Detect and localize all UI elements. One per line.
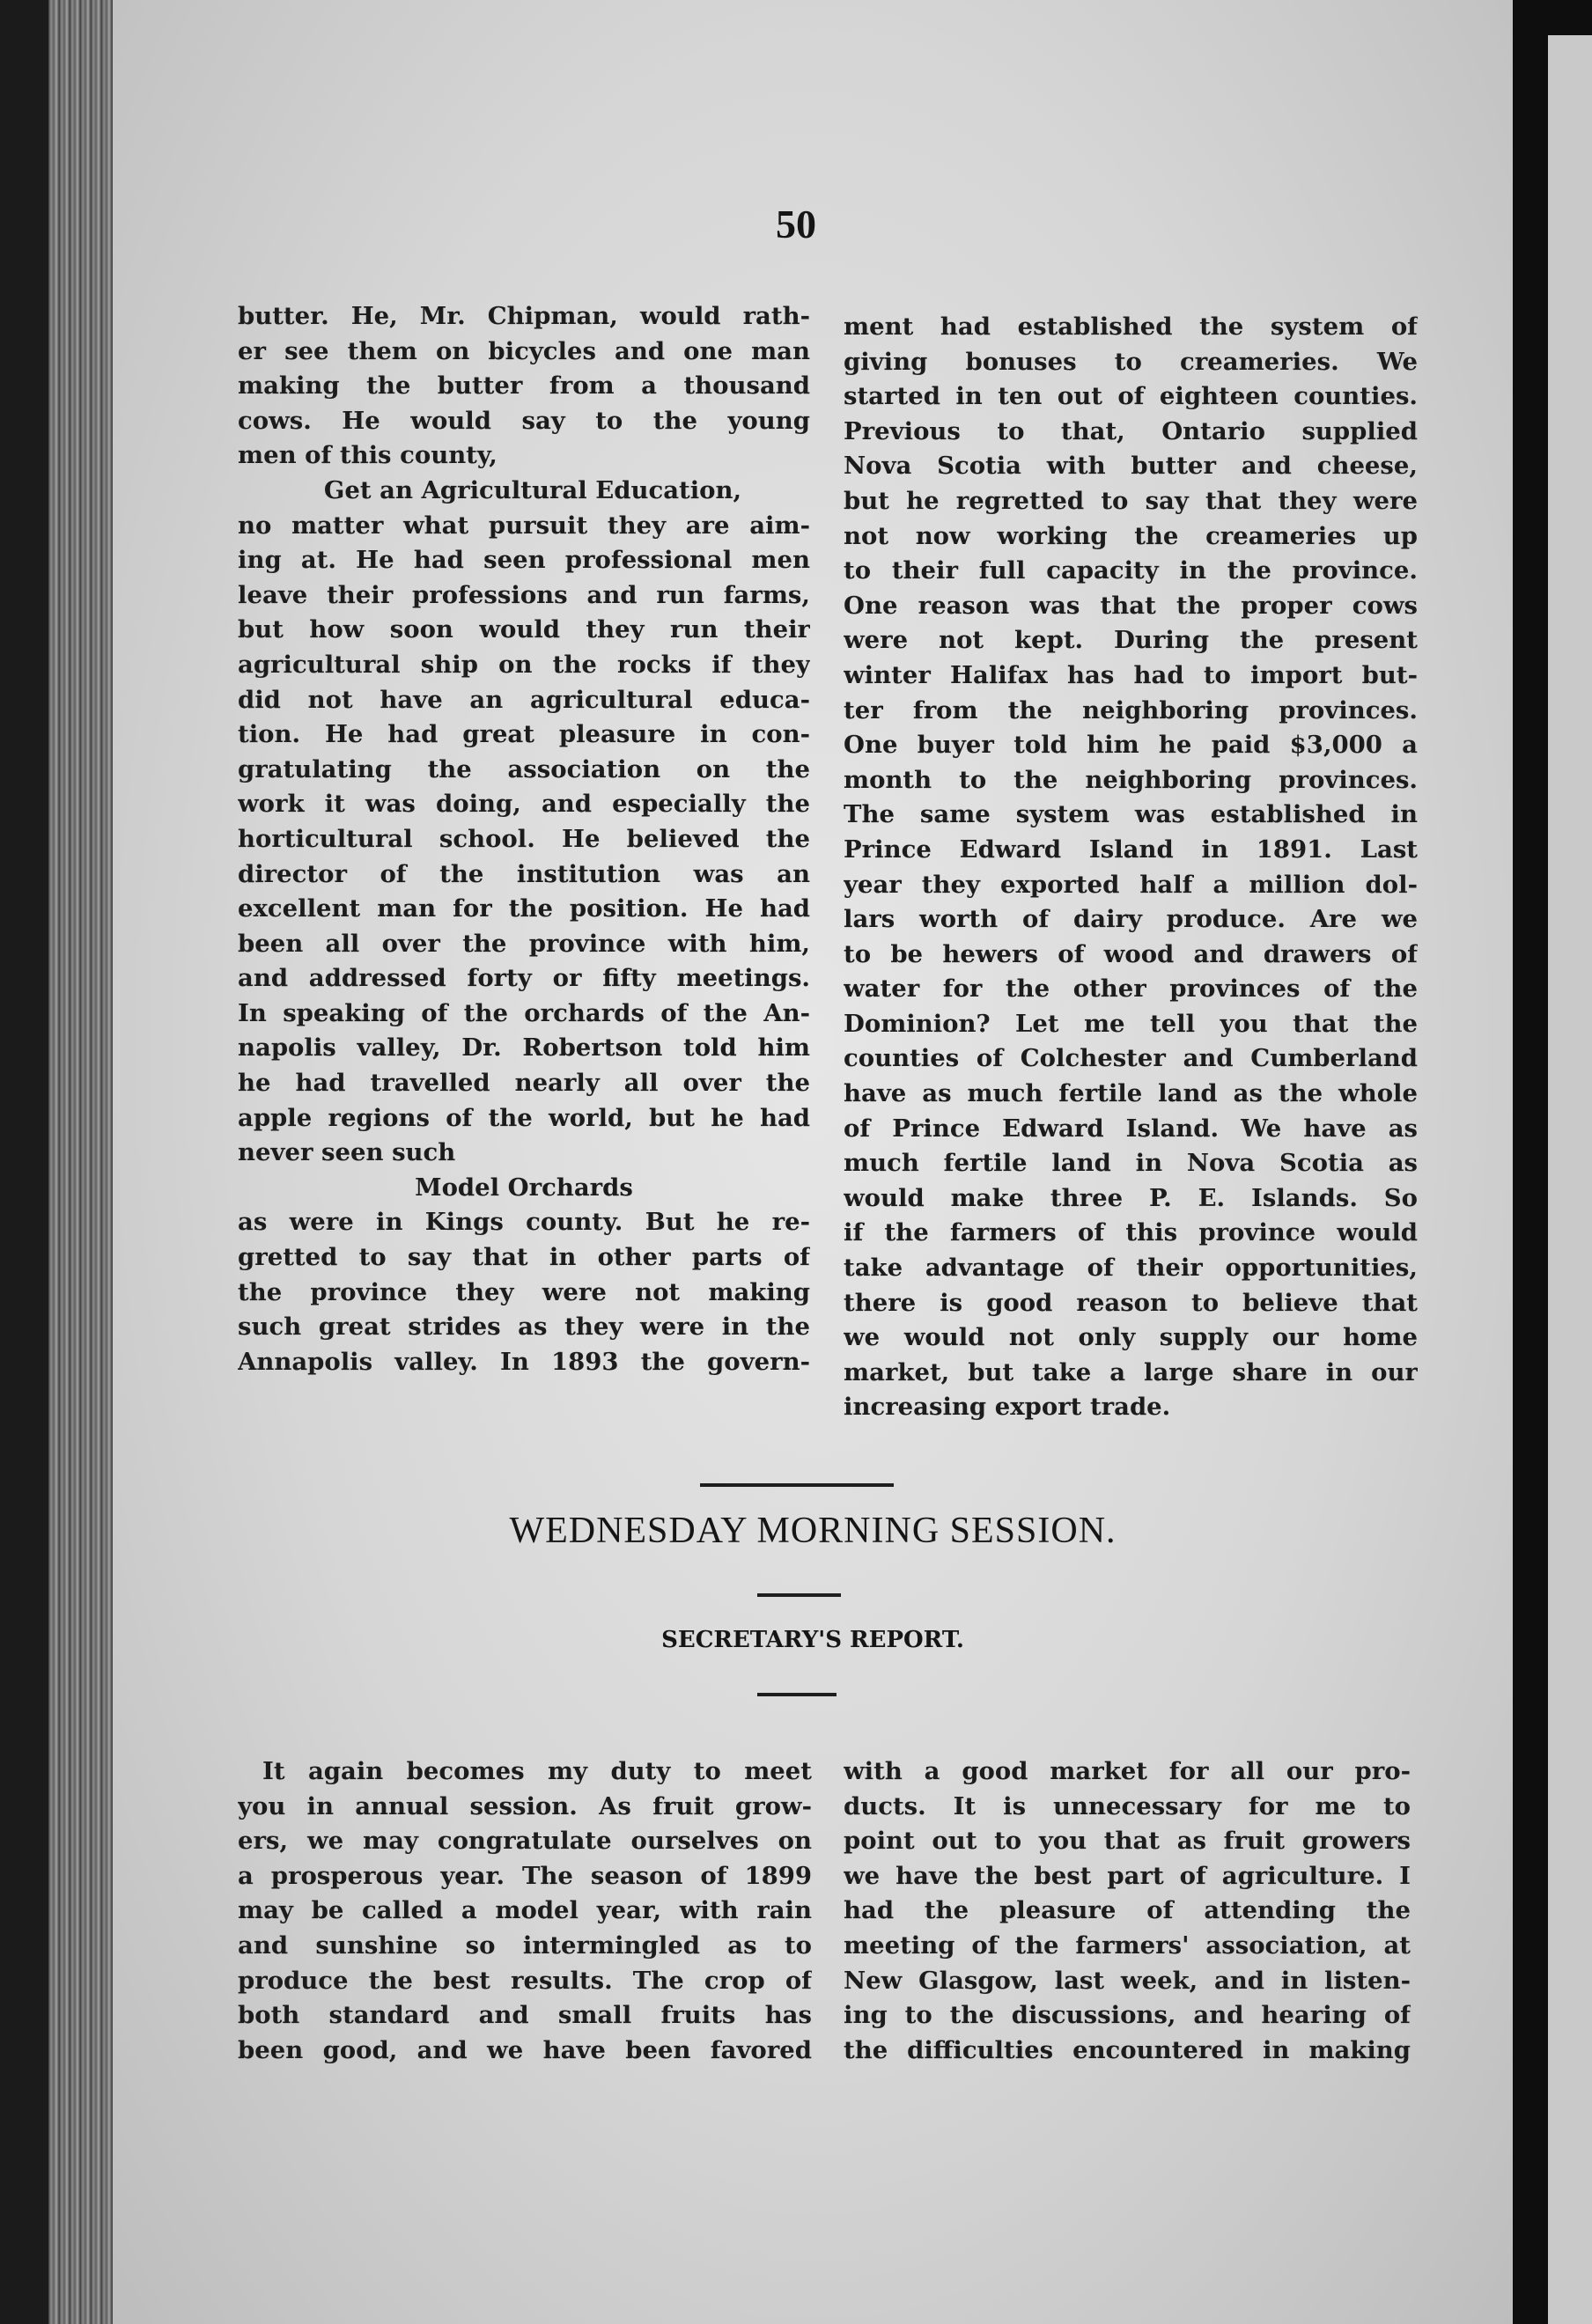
text-line: to be hewers of wood and drawers of xyxy=(844,939,1418,968)
subheading-model-orchards: Model Orchards xyxy=(415,1173,633,1202)
text-line: water for the other provinces of the xyxy=(844,974,1418,1004)
text-line: gretted to say that in other parts of xyxy=(238,1243,810,1272)
text-line: er see them on bicycles and one man xyxy=(238,336,810,365)
text-line: there is good reason to believe that xyxy=(844,1288,1418,1317)
page-number: 50 xyxy=(776,202,816,246)
text-line: Dominion? Let me tell you that the xyxy=(844,1009,1418,1038)
text-line: we would not only supply our home xyxy=(844,1323,1418,1352)
text-line: work it was doing, and especially the xyxy=(238,790,810,819)
text-line: The same system was established in xyxy=(844,800,1418,829)
text-line: One reason was that the proper cows xyxy=(844,591,1418,620)
divider-rule xyxy=(700,1483,894,1487)
text-line: not now working the creameries up xyxy=(844,521,1418,550)
text-line: year they exported half a million dol- xyxy=(844,870,1418,899)
column-bottom-left xyxy=(238,1754,812,2068)
text-line: but he regretted to say that they were xyxy=(844,486,1418,515)
session-heading: WEDNESDAY MORNING SESSION. xyxy=(509,1511,1117,1551)
text-line: did not have an agricultural educa- xyxy=(238,685,810,714)
text-line: have as much fertile land as the whole xyxy=(844,1079,1418,1108)
text-line: he had travelled nearly all over the xyxy=(238,1069,810,1098)
text-line: started in ten out of eighteen counties. xyxy=(844,382,1418,411)
text-line: It again becomes my duty to meet xyxy=(262,1757,812,1785)
text-line: excellent man for the position. He had xyxy=(238,894,810,923)
text-line: a prosperous year. The season of 1899 xyxy=(238,1861,812,1890)
text-line: we have the best part of agriculture. I xyxy=(844,1861,1411,1890)
text-line: take advantage of their opportunities, xyxy=(844,1254,1418,1283)
text-line: point out to you that as fruit growers xyxy=(844,1827,1411,1856)
text-line: Nova Scotia with butter and cheese, xyxy=(844,452,1418,481)
text-line: ing to the discussions, and hearing of xyxy=(844,2001,1411,2030)
text-line: men of this county, xyxy=(238,441,498,470)
text-line: were not kept. During the present xyxy=(844,626,1418,655)
text-line: and sunshine so intermingled as to xyxy=(238,1931,812,1960)
text-line: One buyer told him he paid $3,000 a xyxy=(844,731,1418,760)
text-line: month to the neighboring provinces. xyxy=(844,765,1418,794)
text-line: would make three P. E. Islands. So xyxy=(844,1183,1418,1212)
column-top-right xyxy=(844,310,1418,1425)
text-line: ing at. He had seen professional men xyxy=(238,546,810,575)
text-line: Previous to that, Ontario supplied xyxy=(844,416,1418,445)
text-line: Annapolis valley. In 1893 the govern- xyxy=(238,1347,810,1376)
column-top-left xyxy=(238,299,810,1379)
report-heading: SECRETARY'S REPORT. xyxy=(661,1627,964,1653)
text-line: to their full capacity in the province. xyxy=(844,556,1418,585)
text-line: ter from the neighboring provinces. xyxy=(844,695,1418,724)
text-line: making the butter from a thousand xyxy=(238,371,810,401)
text-line: tion. He had great pleasure in con- xyxy=(238,720,810,749)
text-line: the province they were not making xyxy=(238,1277,810,1306)
text-line: ers, we may congratulate ourselves on xyxy=(238,1827,812,1856)
text-line: both standard and small fruits has xyxy=(238,2001,812,2030)
text-line: with a good market for all our pro- xyxy=(844,1757,1411,1785)
subheading-agricultural-education: Get an Agricultural Education, xyxy=(323,475,742,504)
text-line: director of the institution was an xyxy=(238,859,810,888)
text-line: agricultural ship on the rocks if they xyxy=(238,650,810,679)
text-line: ducts. It is unnecessary for me to xyxy=(844,1791,1411,1820)
text-line: Prince Edward Island in 1891. Last xyxy=(844,835,1418,864)
text-line: you in annual session. As fruit grow- xyxy=(238,1791,812,1820)
text-line: never seen such xyxy=(238,1138,456,1167)
text-line: may be called a model year, with rain xyxy=(238,1896,812,1925)
text-line: apple regions of the world, but he had xyxy=(238,1103,810,1132)
text-line: such great strides as they were in the xyxy=(238,1313,810,1342)
text-line: New Glasgow, last week, and in listen- xyxy=(844,1966,1411,1995)
column-bottom-right xyxy=(844,1754,1411,2068)
text-line: leave their professions and run farms, xyxy=(238,580,810,609)
text-line: increasing export trade. xyxy=(844,1393,1171,1422)
text-line: cows. He would say to the young xyxy=(238,406,810,435)
text-line: horticultural school. He believed the xyxy=(238,824,810,853)
text-line: been all over the province with him, xyxy=(238,929,810,958)
text-line: lars worth of dairy produce. Are we xyxy=(844,905,1418,934)
text-line: as were in Kings county. But he re- xyxy=(238,1208,810,1237)
text-line: butter. He, Mr. Chipman, would rath- xyxy=(238,302,810,330)
text-line: had the pleasure of attending the xyxy=(844,1896,1411,1925)
divider-rule-short xyxy=(757,1693,837,1696)
text-line: In speaking of the orchards of the An- xyxy=(238,998,810,1027)
text-line: market, but take a large share in our xyxy=(844,1357,1418,1386)
facing-page-edge xyxy=(1513,0,1592,2324)
text-line: giving bonuses to creameries. We xyxy=(844,347,1418,376)
text-line: no matter what pursuit they are aim- xyxy=(238,511,810,540)
text-line: much fertile land in Nova Scotia as xyxy=(844,1149,1418,1178)
text-line: if the farmers of this province would xyxy=(844,1218,1418,1247)
divider-rule-short xyxy=(757,1593,841,1597)
text-line: of Prince Edward Island. We have as xyxy=(844,1114,1418,1143)
text-line: ment had established the system of xyxy=(844,313,1418,341)
text-line: counties of Colchester and Cumberland xyxy=(844,1044,1418,1073)
text-line: the difficulties encountered in making xyxy=(844,2035,1411,2064)
text-line: meeting of the farmers' association, at xyxy=(844,1931,1411,1960)
text-line: but how soon would they run their xyxy=(238,615,810,644)
text-line: produce the best results. The crop of xyxy=(238,1966,812,1995)
text-line: gratulating the association on the xyxy=(238,754,810,783)
text-line: been good, and we have been favored xyxy=(238,2035,812,2064)
text-line: napolis valley, Dr. Robertson told him xyxy=(238,1033,810,1063)
text-line: and addressed forty or fifty meetings. xyxy=(238,964,810,993)
text-line: winter Halifax has had to import but- xyxy=(844,660,1418,689)
